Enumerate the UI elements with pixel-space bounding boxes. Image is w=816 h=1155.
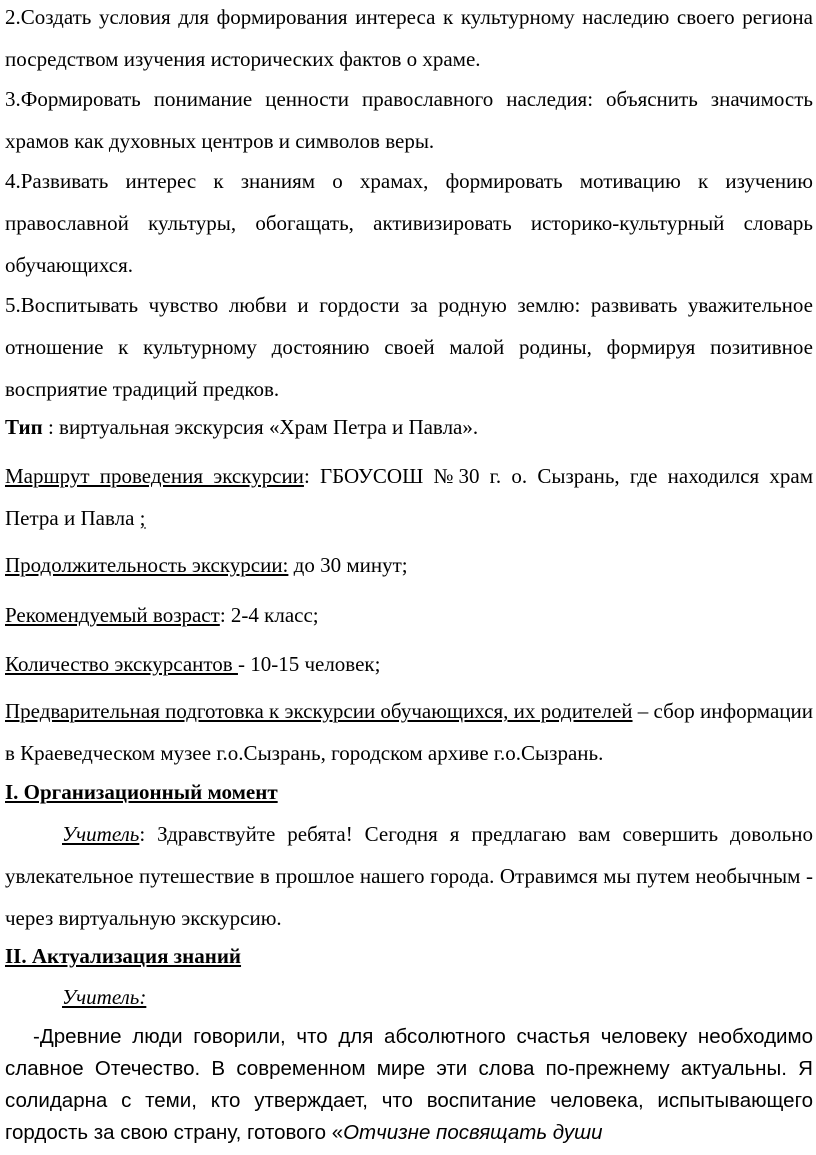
duration-value: до 30 минут; [288,553,408,577]
goal-3: 3.Формировать понимание ценности православного наследия: объяснить значимость храмов как духовных центров и символов веры. [5,87,813,153]
section-2-title: II. Актуализация знаний [5,944,242,968]
type-label: Тип [5,415,43,439]
section-1-body: : Здравствуйте ребята! Сегодня я предлагаю вам совершить довольно увлекательное путешествие в прошлое нашего города. Отравимся мы путем необычным - через виртуальную экскурсию. [5,822,813,930]
age-value: : 2-4 класс; [219,603,319,627]
section-1-text [5,813,813,939]
goal-5: 5.Воспитывать чувство любви и гордости за родную землю: развивать уважительное отношение к культурному достоянию своей малой родины, формируя позитивное восприятие традиций предков. [5,293,813,401]
section-2-text [5,1021,813,1149]
goal-2: 2.Создать условия для формирования интереса к культурному наследию своего региона посредством изучения исторических фактов о храме. [5,5,813,71]
prep-value: – сбор информации в Краеведческом музее г.о.Сызрань, городском архиве г.о.Сызрань. [5,699,813,765]
type-value: : виртуальная экскурсия «Храм Петра и Павла». [42,415,479,439]
age-line [5,594,813,636]
section-2-speaker: Учитель: [62,985,147,1009]
section-2-body: -Древние люди говорили, что для абсолютного счастья человеку необходимо славное Отечество. В современном мире эти слова по-прежнему актуальны. Я солидарна с теми, кто утверждает, что воспитание человека, испытывающего гордость за свою страну, готового « [5,1025,813,1144]
route-line [5,455,813,539]
section-2-speaker-line [5,976,813,1018]
section-1-title: I. Организационный момент [5,780,278,804]
duration-label: Продолжительность экскурсии: [5,553,289,577]
count-label: Количество экскурсантов [5,652,238,676]
count-value: - 10-15 человек; [237,652,381,676]
count-line [5,643,813,685]
section-2-quote: Отчизне посвящать души [343,1121,603,1144]
route-tail: ; [139,506,146,530]
section-1-heading [5,771,813,813]
type-line [5,406,813,448]
age-label: Рекомендуемый возраст [5,603,220,627]
route-value: : ГБОУСОШ №30 г. о. Сызрань, где находился храм Петра и Павла [5,464,814,530]
prep-line [5,690,813,774]
section-2-heading [5,935,813,977]
duration-line [5,544,813,586]
route-label: Маршрут проведения экскурсии [5,464,304,488]
goal-4: 4.Развивать интерес к знаниям о храмах, формировать мотивацию к изучению православной культуры, обогащать, активизировать историко-культурный словарь обучающихся. [5,169,813,277]
prep-label: Предварительная подготовка к экскурсии обучающихся, их родителей [5,699,633,723]
section-1-speaker: Учитель [62,822,140,846]
